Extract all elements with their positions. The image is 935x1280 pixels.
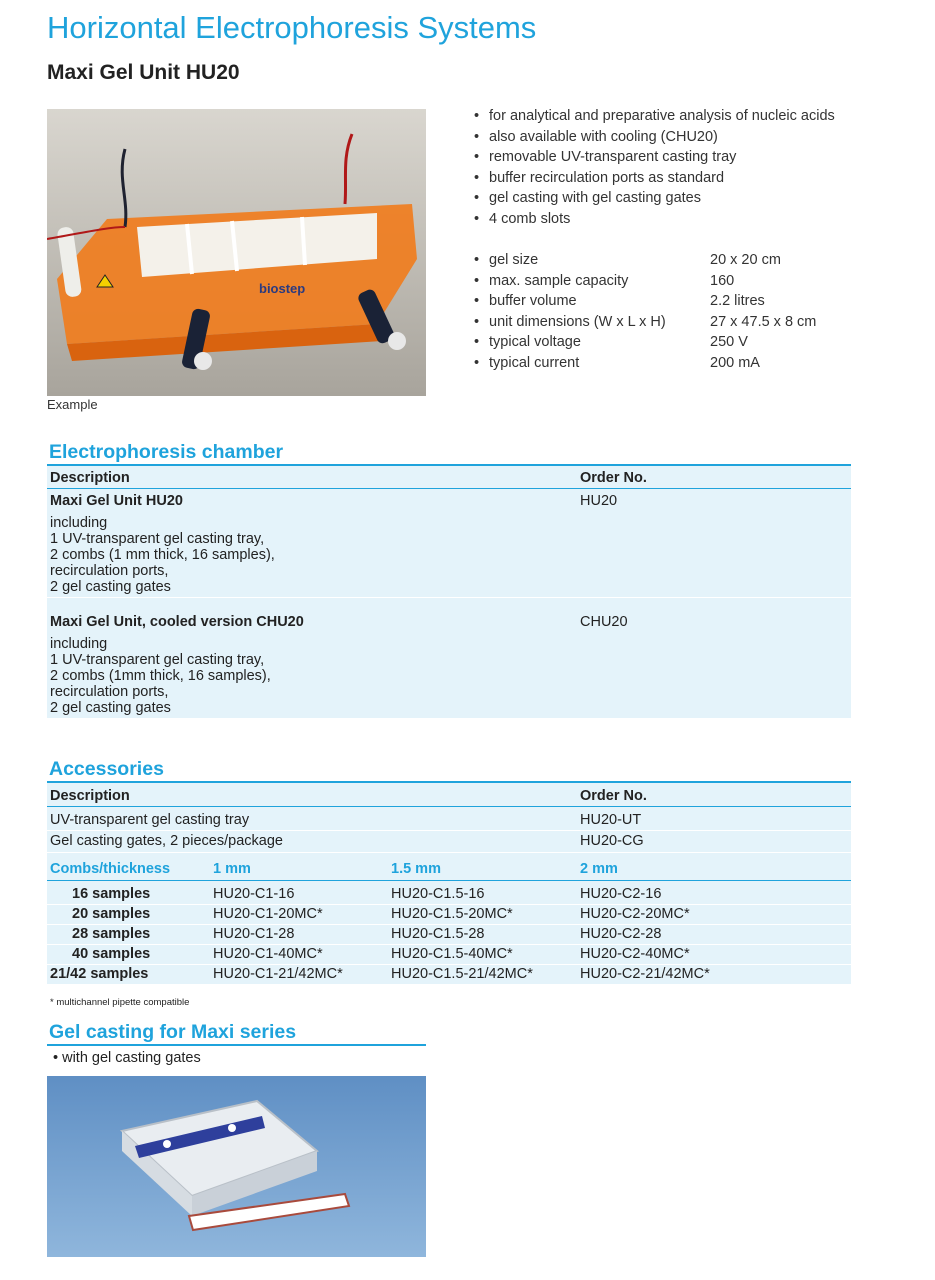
product-photo (47, 109, 426, 396)
footnote: * multichannel pipette compatible (50, 997, 190, 1008)
comb-order-2mm: HU20-C2-20MC* (580, 906, 690, 922)
accessories-header-rule (47, 806, 851, 807)
comb-order-1mm: HU20-C1-16 (213, 886, 295, 902)
brand-label: biostep (259, 281, 306, 296)
accessories-col-order: Order No. (580, 788, 647, 804)
comb-row-divider (47, 964, 851, 965)
accessory-desc: UV-transparent gel casting tray (50, 812, 250, 828)
chamber-header-rule (47, 488, 851, 489)
comb-order-1-5mm: HU20-C1.5-20MC* (391, 906, 513, 922)
chamber-item-name: Maxi Gel Unit, cooled version CHU20 (50, 614, 304, 630)
accessory-desc: Gel casting gates, 2 pieces/package (50, 833, 283, 849)
chamber-section-title: Electrophoresis chamber (49, 441, 284, 463)
comb-order-1-5mm: HU20-C1.5-21/42MC* (391, 966, 533, 982)
comb-order-2mm: HU20-C2-40MC* (580, 946, 690, 962)
comb-samples: 16 samples (72, 886, 151, 902)
comb-order-1mm: HU20-C1-20MC* (213, 906, 323, 922)
combs-header-rule (47, 880, 851, 881)
accessory-row-divider (47, 830, 851, 831)
chamber-item-order: HU20 (580, 493, 618, 509)
comb-order-1-5mm: HU20-C1.5-16 (391, 886, 485, 902)
chamber-item-details: including 1 UV-transparent gel casting tray, 2 combs (1 mm thick, 16 samples), recirculation ports, 2 gel casting gates (50, 515, 275, 595)
comb-order-1-5mm: HU20-C1.5-40MC* (391, 946, 513, 962)
comb-order-1-5mm: HU20-C1.5-28 (391, 926, 485, 942)
comb-samples: 40 samples (72, 946, 151, 962)
accessory-row-divider (47, 852, 851, 853)
combs-col-1-5mm: 1.5 mm (391, 861, 441, 877)
comb-row-divider (47, 944, 851, 945)
page-subtitle: Maxi Gel Unit HU20 (47, 61, 240, 84)
bullet-dot: • (53, 1050, 63, 1066)
spec-list: • gel size 20 x 20 cm • max. sample capacity 160 • buffer volume 2.2 litres • unit dimensions (W x L x H) 27 x 47.5 x 8 cm • typical voltage 250 V • typical current 200 mA (474, 252, 817, 371)
comb-row-divider (47, 924, 851, 925)
chamber-row-divider (47, 597, 851, 598)
chamber-item-details: including 1 UV-transparent gel casting tray, 2 combs (1mm thick, 16 samples), recirculation ports, 2 gel casting gates (50, 636, 271, 716)
comb-order-1mm: HU20-C1-28 (213, 926, 295, 942)
comb-samples: 28 samples (72, 926, 151, 942)
comb-order-1mm: HU20-C1-21/42MC* (213, 966, 343, 982)
comb-samples: 20 samples (72, 906, 151, 922)
chamber-item-order: CHU20 (580, 614, 628, 630)
gel-casting-bullet: • with gel casting gates (53, 1050, 201, 1066)
gel-casting-title-rule (47, 1044, 426, 1046)
casting-tray-illustration (47, 1076, 426, 1257)
comb-order-1mm: HU20-C1-40MC* (213, 946, 323, 962)
feature-list: • for analytical and preparative analysis of nucleic acids • also available with cooling (CHU20) • removable UV-transparent casting tray • buffer recirculation ports as standard • gel casting with gel casting gates • 4 comb slots (474, 108, 835, 227)
chamber-col-order: Order No. (580, 470, 647, 486)
gel-casting-photo (47, 1076, 426, 1257)
comb-order-2mm: HU20-C2-21/42MC* (580, 966, 710, 982)
chamber-item-name: Maxi Gel Unit HU20 (50, 493, 183, 509)
accessory-order: HU20-UT (580, 812, 642, 828)
combs-col-2mm: 2 mm (580, 861, 618, 877)
comb-samples: 21/42 samples (50, 966, 149, 982)
accessories-col-description: Description (50, 788, 130, 804)
accessories-section-title: Accessories (49, 758, 164, 780)
combs-col-thickness: Combs/thickness (50, 861, 171, 877)
gel-casting-section-title: Gel casting for Maxi series (49, 1021, 297, 1043)
comb-row-divider (47, 904, 851, 905)
page-title: Horizontal Electrophoresis Systems (47, 10, 537, 45)
photo-caption: Example (47, 397, 98, 412)
comb-order-2mm: HU20-C2-28 (580, 926, 662, 942)
accessory-order: HU20-CG (580, 833, 644, 849)
combs-col-1mm: 1 mm (213, 861, 251, 877)
chamber-col-description: Description (50, 470, 130, 486)
gel-unit-illustration (47, 109, 426, 396)
comb-order-2mm: HU20-C2-16 (580, 886, 662, 902)
